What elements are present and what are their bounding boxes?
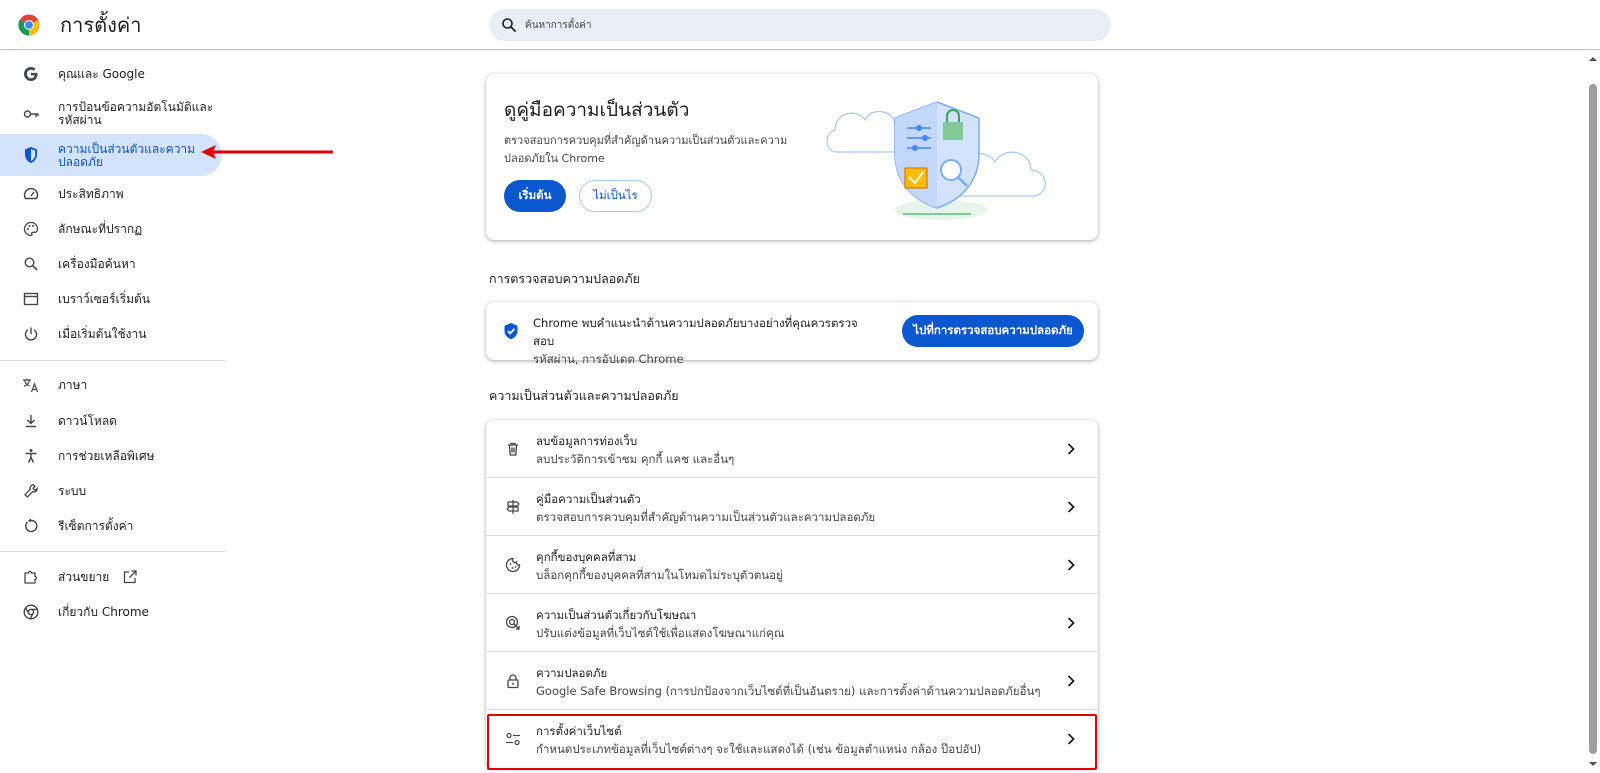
chevron-right-icon [1064, 674, 1078, 688]
open-in-new-icon [122, 569, 138, 585]
chevron-right-icon [1064, 558, 1078, 572]
sidebar-item-label: ลักษณะที่ปรากฏ [58, 222, 143, 236]
puzzle-icon [22, 568, 40, 586]
download-icon [22, 412, 40, 430]
reset-icon [22, 517, 40, 535]
privacy-guide-card [486, 74, 1098, 240]
sidebar-item-label-line2: ปลอดภัย [58, 155, 103, 169]
search-input[interactable] [523, 9, 1093, 41]
sidebar-item-default-browser[interactable] [0, 289, 222, 309]
ad-privacy-icon [504, 614, 522, 632]
row-title: ลบข้อมูลการท่องเว็บ [536, 434, 638, 448]
site-settings-icon [504, 730, 522, 748]
shield-check-icon [502, 322, 520, 340]
scroll-up-arrow-icon[interactable] [1589, 55, 1597, 63]
settings-header [0, 0, 1600, 50]
row-subtitle: ปรับแต่งข้อมูลที่เว็บไซต์ใช้เพื่อแสดงโฆษณาแก่คุณ [536, 626, 785, 640]
chrome-icon [22, 603, 40, 621]
row-title: ความปลอดภัย [536, 666, 608, 680]
dismiss-privacy-guide-button[interactable]: ไม่เป็นไร [579, 180, 652, 212]
safety-check-heading: การตรวจสอบความปลอดภัย [489, 271, 640, 286]
privacy-guide-illustration [821, 92, 1061, 224]
sidebar-item-label-line1: การป้อนข้อความอัตโนมัติและ [58, 100, 214, 114]
row-title: คู่มือความเป็นส่วนตัว [536, 492, 641, 506]
sidebar-item-about-chrome[interactable] [0, 602, 222, 622]
row-subtitle: กำหนดประเภทข้อมูลที่เว็บไซต์ต่างๆ จะใช้และแสดงได้ (เช่น ข้อมูลตำแหน่ง กล้อง ป๊อปอัป) [536, 742, 982, 756]
safety-check-message: Chrome พบคำแนะนำด้านความปลอดภัยบางอย่างที่คุณควรตรวจสอบ [533, 316, 858, 348]
row-title: คุกกี้ของบุคคลที่สาม [536, 550, 637, 564]
sidebar-item-search-engine[interactable] [0, 254, 222, 274]
privacy-security-list [486, 420, 1098, 768]
sidebar-item-you-and-google[interactable] [0, 64, 222, 84]
sidebar-item-downloads[interactable] [0, 411, 222, 431]
page-scrollbar[interactable] [1586, 52, 1600, 773]
go-to-safety-check-button[interactable]: ไปที่การตรวจสอบความปลอดภัย [902, 315, 1084, 347]
list-item-ad-privacy[interactable] [486, 594, 1098, 652]
speedometer-icon [22, 185, 40, 203]
row-subtitle: ตรวจสอบการควบคุมที่สำคัญด้านความเป็นส่วนตัวและความปลอดภัย [536, 510, 876, 524]
settings-search[interactable] [489, 9, 1111, 41]
sidebar-item-label: เบราว์เซอร์เริ่มต้น [58, 292, 150, 306]
sidebar-item-system[interactable] [0, 481, 222, 501]
trash-icon [504, 440, 522, 458]
chevron-right-icon [1064, 500, 1078, 514]
safety-check-text [533, 314, 873, 368]
list-item-third-party-cookies[interactable] [486, 536, 1098, 594]
scroll-down-arrow-icon[interactable] [1589, 760, 1597, 768]
list-item-site-settings[interactable] [486, 710, 1098, 768]
wrench-icon [22, 482, 40, 500]
browser-window-icon [22, 290, 40, 308]
shield-icon [22, 146, 40, 164]
search-icon [501, 17, 517, 33]
lock-icon [504, 672, 522, 690]
signpost-icon [504, 498, 522, 516]
annotation-arrow [200, 143, 334, 161]
sidebar-item-label-line1: ความเป็นส่วนตัวและความ [58, 142, 196, 156]
sidebar-item-on-startup[interactable] [0, 324, 222, 344]
sidebar-item-extensions[interactable] [0, 567, 222, 587]
sidebar-item-privacy-security[interactable] [0, 134, 222, 176]
palette-icon [22, 220, 40, 238]
scrollbar-thumb[interactable] [1589, 84, 1597, 754]
list-item-clear-browsing-data[interactable] [486, 420, 1098, 478]
power-icon [22, 325, 40, 343]
search-icon [22, 255, 40, 273]
safety-check-details: รหัสผ่าน, การอัปเดต Chrome [533, 352, 684, 366]
sidebar-item-languages[interactable] [0, 375, 222, 395]
cookie-icon [504, 556, 522, 574]
sidebar-item-appearance[interactable] [0, 219, 222, 239]
chrome-logo-icon [18, 14, 40, 36]
sidebar-item-label-line2: รหัสผ่าน [58, 113, 102, 127]
translate-icon [22, 376, 40, 394]
row-subtitle: Google Safe Browsing (การปกป้องจากเว็บไซต์ที่เป็นอันตราย) และการตั้งค่าด้านความปลอดภัยอื่นๆ [536, 684, 1041, 698]
row-subtitle: ลบประวัติการเข้าชม คุกกี้ แคช และอื่นๆ [536, 452, 735, 466]
row-title: ความเป็นส่วนตัวเกี่ยวกับโฆษณา [536, 608, 697, 622]
sidebar-item-label: เครื่องมือค้นหา [58, 257, 136, 271]
sidebar-divider [0, 551, 226, 552]
sidebar-item-label: การช่วยเหลือพิเศษ [58, 449, 155, 463]
google-g-icon [22, 65, 40, 83]
privacy-guide-description: ตรวจสอบการควบคุมที่สำคัญด้านความเป็นส่วนตัวและความปลอดภัยใน Chrome [504, 134, 788, 165]
sidebar-item-label: ดาวน์โหลด [58, 414, 117, 428]
safety-check-card [486, 302, 1098, 366]
start-privacy-guide-button[interactable]: เริ่มต้น [504, 180, 566, 212]
row-title: การตั้งค่าเว็บไซต์ [536, 724, 622, 738]
chevron-right-icon [1064, 442, 1078, 456]
sidebar-item-label: รีเซ็ตการตั้งค่า [58, 519, 134, 533]
privacy-guide-title: ดูคู่มือความเป็นส่วนตัว [504, 99, 690, 121]
list-item-privacy-guide[interactable] [486, 478, 1098, 536]
row-subtitle: บล็อกคุกกี้ของบุคคลที่สามในโหมดไม่ระบุตัวตนอยู่ [536, 568, 783, 582]
sidebar-divider [0, 360, 226, 361]
privacy-security-heading: ความเป็นส่วนตัวและความปลอดภัย [489, 388, 679, 403]
sidebar-item-autofill[interactable] [0, 98, 222, 130]
sidebar-item-accessibility[interactable] [0, 446, 222, 466]
sidebar-item-label: ภาษา [58, 378, 88, 392]
page-title: การตั้งค่า [60, 13, 142, 37]
accessibility-icon [22, 447, 40, 465]
chevron-right-icon [1064, 732, 1078, 746]
sidebar-item-label: คุณและ Google [58, 67, 145, 81]
chevron-right-icon [1064, 616, 1078, 630]
sidebar-item-label: ระบบ [58, 484, 87, 498]
sidebar-item-label: เมื่อเริ่มต้นใช้งาน [58, 327, 147, 341]
list-item-security[interactable] [486, 652, 1098, 710]
sidebar-item-label: ส่วนขยาย [58, 570, 110, 584]
sidebar-item-performance[interactable] [0, 184, 222, 204]
sidebar-item-label: เกี่ยวกับ Chrome [58, 605, 149, 619]
key-icon [22, 105, 40, 123]
sidebar-item-label: ประสิทธิภาพ [58, 187, 124, 201]
sidebar-item-reset-settings[interactable] [0, 516, 222, 536]
